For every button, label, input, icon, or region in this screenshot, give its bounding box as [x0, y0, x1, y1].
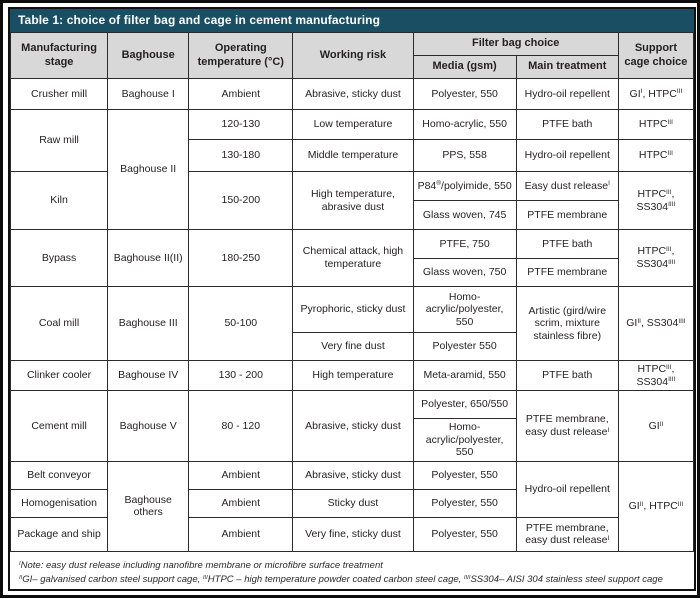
- cell-media: Homo-acrylic/polyester, 550: [413, 419, 516, 462]
- cell-media: PTFE, 750: [413, 230, 516, 259]
- footnote-1: $^I$Note: easy dust release including nanofibre membrane or microfibre surface treatment: [19, 559, 383, 571]
- cell-temp: 180-250: [189, 230, 293, 287]
- cell-support: $HTPC^{III}$: [618, 140, 693, 172]
- table-header: [11, 33, 694, 79]
- cell-stage: Crusher mill: [11, 79, 108, 110]
- cell-media: Polyester, 550: [413, 461, 516, 489]
- cell-media: Polyester, 550: [413, 517, 516, 551]
- cell-risk: Low temperature: [293, 110, 413, 140]
- cell-treatment: Easy dust release$^I$: [516, 172, 618, 201]
- cell-support: $GI^{II}$, $HTPC^{III}$: [618, 461, 693, 551]
- cell-support: $HTPC^{III}$, $SS304^{IIII}$: [618, 230, 693, 287]
- cell-treatment: Artistic (gird/wire scrim, mixture stainless fibre): [516, 287, 618, 361]
- header-main-treatment: Main treatment: [516, 56, 618, 79]
- cell-treatment: PTFE membrane: [516, 259, 618, 287]
- cell-media: Glass woven, 745: [413, 201, 516, 230]
- cell-media: P84®/polyimide, 550: [413, 172, 516, 201]
- cell-baghouse: Baghouse II(II): [108, 230, 189, 287]
- cell-media: Polyester, 550: [413, 79, 516, 110]
- cell-stage: Homogenisation: [11, 489, 108, 517]
- table-row: [11, 391, 694, 419]
- cell-treatment: PTFE membrane, easy dust release$^I$: [516, 391, 618, 462]
- cell-support: $GI^I$, $HTPC^{III}$: [618, 79, 693, 110]
- cell-support: $HTPC^{III}$, $SS304^{IIII}$: [618, 361, 693, 391]
- header-media-gsm: Media (gsm): [413, 56, 516, 79]
- cell-temp: 130 - 200: [189, 361, 293, 391]
- table-row: [11, 461, 694, 489]
- table-row: [11, 287, 694, 333]
- cell-temp: 120-130: [189, 110, 293, 140]
- cell-support: $HTPC^{III}$, $SS304^{IIII}$: [618, 172, 693, 230]
- header-support-cage-choice: Support cage choice: [618, 33, 693, 79]
- cell-risk: High temperature: [293, 361, 413, 391]
- cell-media: PPS, 558: [413, 140, 516, 172]
- cell-risk: Abrasive, sticky dust: [293, 391, 413, 462]
- cell-temp: 130-180: [189, 140, 293, 172]
- cell-temp: 150-200: [189, 172, 293, 230]
- table-row: [11, 110, 694, 140]
- cell-stage: Bypass: [11, 230, 108, 287]
- cell-stage: Coal mill: [11, 287, 108, 361]
- cell-treatment: PTFE bath: [516, 110, 618, 140]
- header-manufacturing-stage: Manufacturing stage: [11, 33, 108, 79]
- cell-temp: Ambient: [189, 79, 293, 110]
- filter-bag-table: [10, 32, 694, 552]
- cell-support: $GI^{II}$, $SS304^{IIII}$: [618, 287, 693, 361]
- cell-baghouse: Baghouse I: [108, 79, 189, 110]
- cell-temp: Ambient: [189, 461, 293, 489]
- cell-baghouse: Baghouse II: [108, 110, 189, 230]
- footnote-2: $^{II}$GI– galvanised carbon steel support cage, $^{III}$HTPC – high temperature powder coated carbon steel cage, $^{IIII}$SS304– AISI 304 stainless steel support cage: [19, 574, 663, 586]
- cell-temp: Ambient: [189, 517, 293, 551]
- cell-treatment: Hydro-oil repellent: [516, 140, 618, 172]
- cell-temp: 80 - 120: [189, 391, 293, 462]
- cell-baghouse: Baghouse IV: [108, 361, 189, 391]
- cell-risk: Middle temperature: [293, 140, 413, 172]
- table-row: [11, 361, 694, 391]
- table-row: [11, 230, 694, 259]
- cell-media: Homo-acrylic/polyester, 550: [413, 287, 516, 333]
- cell-treatment: PTFE bath: [516, 361, 618, 391]
- cell-support: $GI^{II}$: [618, 391, 693, 462]
- cell-media: Meta-aramid, 550: [413, 361, 516, 391]
- cell-media: Polyester 550: [413, 333, 516, 361]
- cell-baghouse: Baghouse others: [108, 461, 189, 551]
- cell-baghouse: Baghouse V: [108, 391, 189, 462]
- cell-risk: High temperature, abrasive dust: [293, 172, 413, 230]
- header-operating-temperature: Operating temperature (°C): [189, 33, 293, 79]
- cell-treatment: PTFE membrane: [516, 201, 618, 230]
- cell-risk: Sticky dust: [293, 489, 413, 517]
- cell-stage: Belt conveyor: [11, 461, 108, 489]
- footnotes: [10, 552, 694, 591]
- cell-media: Homo-acrylic, 550: [413, 110, 516, 140]
- cell-treatment: Hydro-oil repellent: [516, 79, 618, 110]
- header-working-risk: Working risk: [293, 33, 413, 79]
- cell-risk: Very fine dust: [293, 333, 413, 361]
- cell-stage: Kiln: [11, 172, 108, 230]
- table-container: [8, 7, 696, 591]
- table-title: Table 1: choice of filter bag and cage in cement manufacturing: [10, 9, 694, 32]
- cell-stage: Raw mill: [11, 110, 108, 172]
- table-row: [11, 79, 694, 110]
- cell-risk: Chemical attack, high temperature: [293, 230, 413, 287]
- cell-treatment: PTFE membrane, easy dust release$^I$: [516, 517, 618, 551]
- cell-stage: Cement mill: [11, 391, 108, 462]
- cell-baghouse: Baghouse III: [108, 287, 189, 361]
- cell-treatment: Hydro-oil repellent: [516, 461, 618, 517]
- cell-risk: Abrasive, sticky dust: [293, 79, 413, 110]
- cell-temp: Ambient: [189, 489, 293, 517]
- cell-treatment: PTFE bath: [516, 230, 618, 259]
- cell-support: $HTPC^{III}$: [618, 110, 693, 140]
- cell-temp: 50-100: [189, 287, 293, 361]
- cell-media: Polyester, 550: [413, 489, 516, 517]
- cell-stage: Clinker cooler: [11, 361, 108, 391]
- header-filter-bag-choice: Filter bag choice: [413, 33, 618, 56]
- cell-risk: Very fine, sticky dust: [293, 517, 413, 551]
- header-baghouse: Baghouse: [108, 33, 189, 79]
- cell-risk: Pyrophoric, sticky dust: [293, 287, 413, 333]
- cell-media: Glass woven, 750: [413, 259, 516, 287]
- cell-risk: Abrasive, sticky dust: [293, 461, 413, 489]
- cell-stage: Package and ship: [11, 517, 108, 551]
- cell-media: Polyester, 650/550: [413, 391, 516, 419]
